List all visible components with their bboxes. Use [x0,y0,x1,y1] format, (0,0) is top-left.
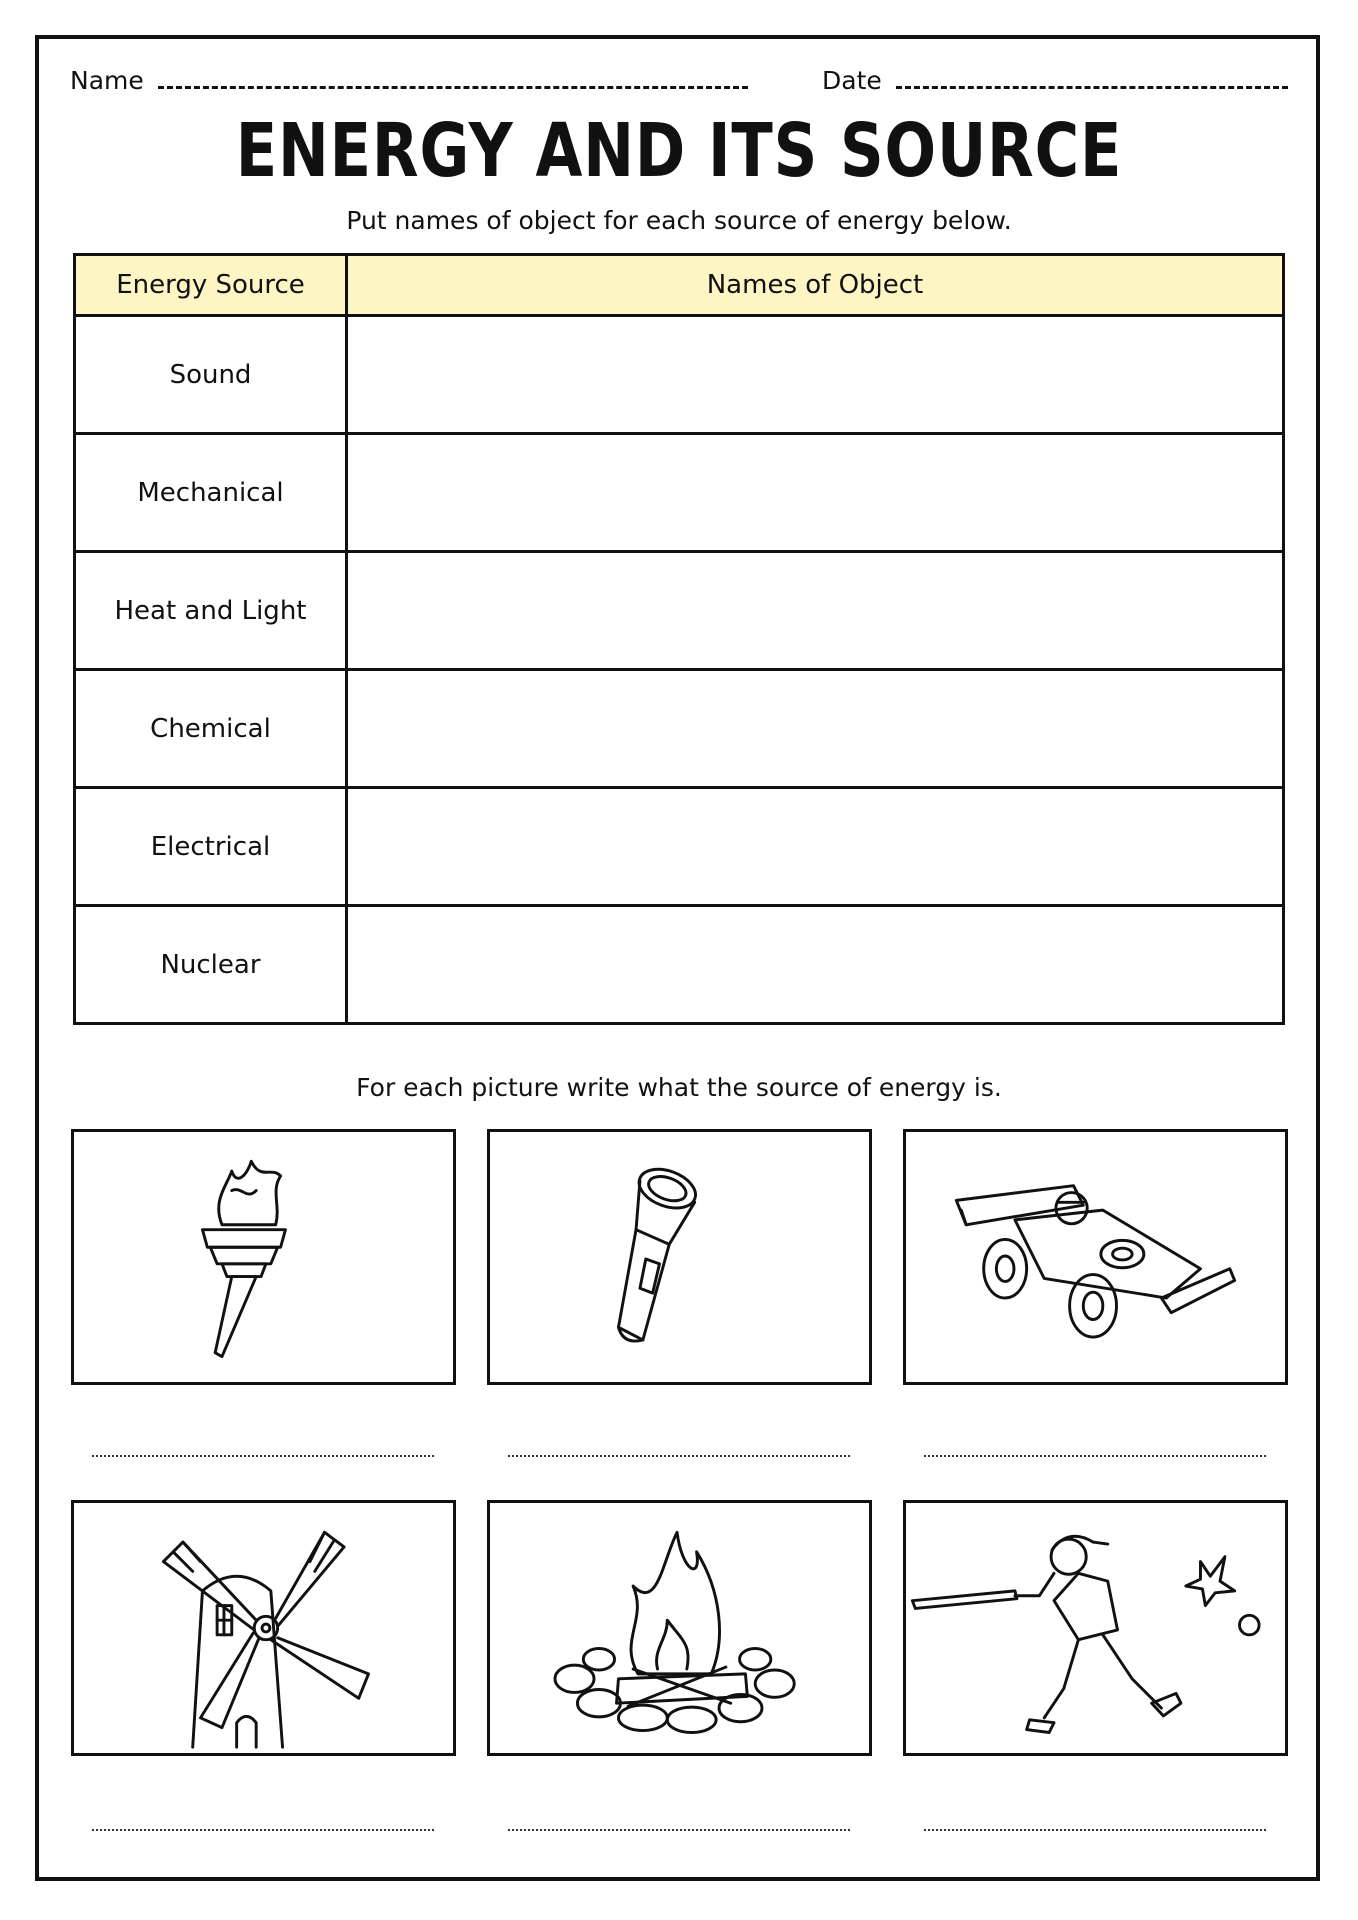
torch-icon [74,1132,453,1382]
answer-cell[interactable] [347,906,1284,1024]
energy-source-table [73,253,1285,1025]
page-title: ENERGY AND ITS SOURCE [235,108,1123,194]
picture-box-campfire [487,1500,872,1756]
baseball-player-icon [906,1503,1285,1753]
answer-cell[interactable] [347,316,1284,434]
campfire-icon [490,1503,869,1753]
table-row [75,434,1284,552]
name-label: Name [70,66,144,95]
table-row [75,552,1284,670]
date-blank-line[interactable] [896,86,1288,89]
answer-line-4[interactable] [92,1829,434,1831]
energy-source-cell: Chemical [75,670,347,788]
energy-source-cell: Mechanical [75,434,347,552]
windmill-icon [74,1503,453,1753]
name-blank-line[interactable] [158,86,748,89]
table-header-row [75,255,1284,316]
picture-box-windmill [71,1500,456,1756]
answer-line-1[interactable] [92,1455,434,1457]
energy-source-cell: Heat and Light [75,552,347,670]
race-car-icon [906,1132,1285,1382]
answer-line-2[interactable] [508,1455,850,1457]
energy-source-cell: Nuclear [75,906,347,1024]
table-row [75,906,1284,1024]
name-field[interactable] [70,66,748,95]
picture-box-baseball-player [903,1500,1288,1756]
date-field[interactable] [822,66,1288,95]
answer-cell[interactable] [347,552,1284,670]
instructions-1: Put names of object for each source of energy below. [346,206,1012,235]
picture-box-flashlight [487,1129,872,1385]
col-header-energy-source: Energy Source [75,255,347,316]
table-row [75,316,1284,434]
energy-source-cell: Electrical [75,788,347,906]
answer-line-5[interactable] [508,1829,850,1831]
table-row [75,788,1284,906]
answer-line-3[interactable] [924,1455,1266,1457]
col-header-names-of-object: Names of Object [347,255,1284,316]
picture-box-race-car [903,1129,1288,1385]
answer-line-6[interactable] [924,1829,1266,1831]
instructions-2: For each picture write what the source of energy is. [356,1073,1002,1102]
picture-box-torch [71,1129,456,1385]
energy-source-cell: Sound [75,316,347,434]
answer-cell[interactable] [347,434,1284,552]
date-label: Date [822,66,882,95]
flashlight-icon [490,1132,869,1382]
answer-cell[interactable] [347,670,1284,788]
answer-cell[interactable] [347,788,1284,906]
table-row [75,670,1284,788]
